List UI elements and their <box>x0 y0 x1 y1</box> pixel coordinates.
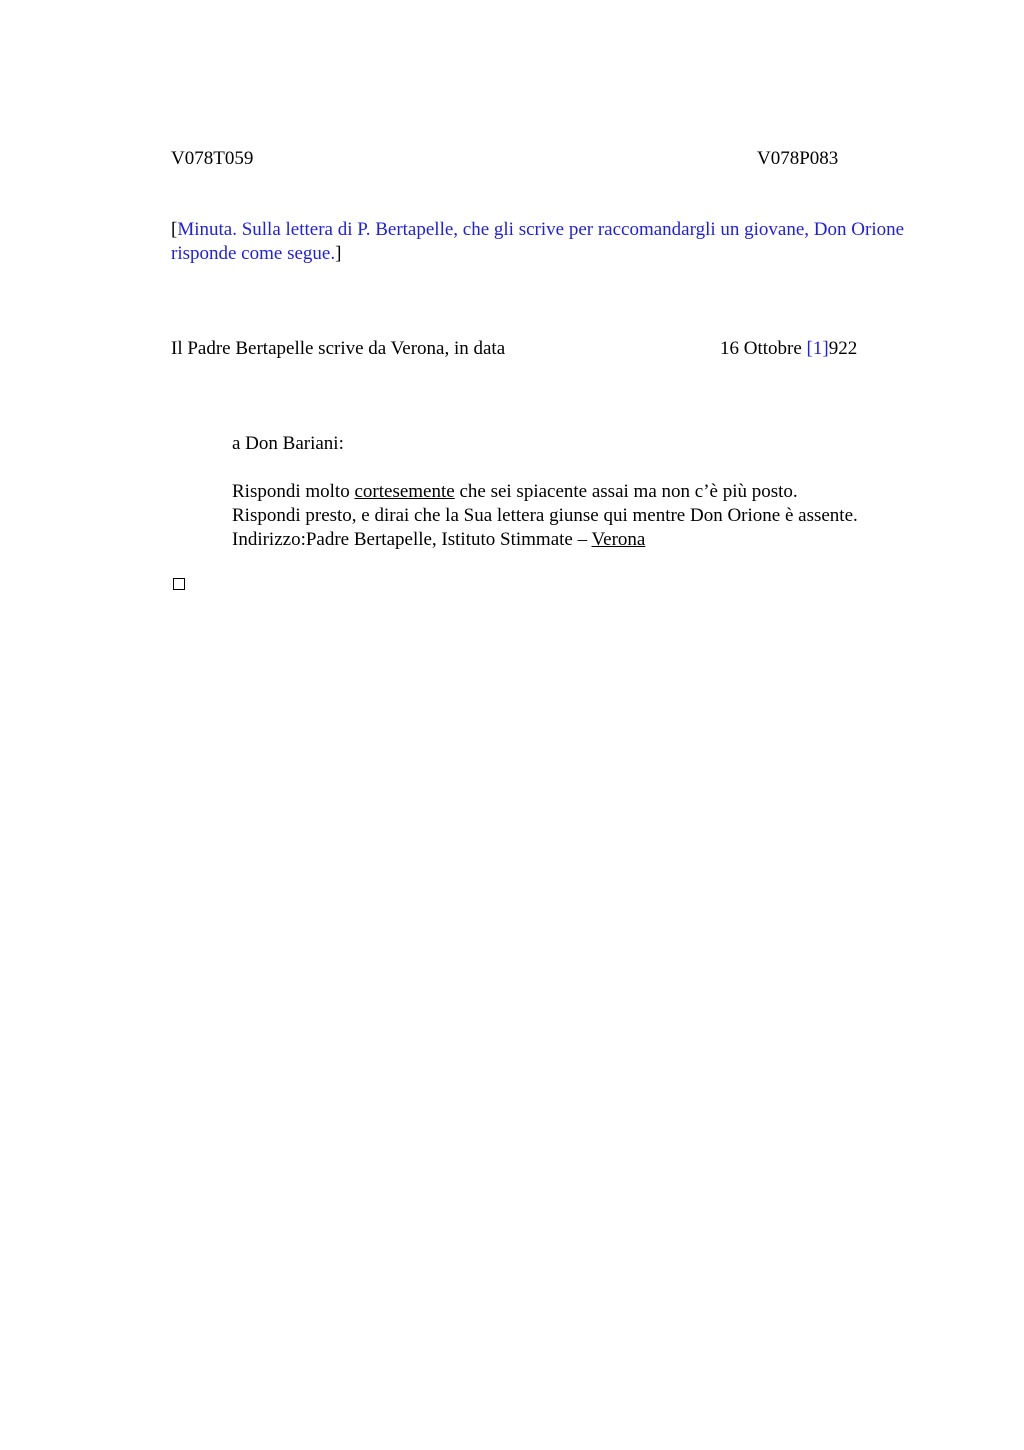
letter-line-3 <box>232 528 858 552</box>
line3-underlined-city: Verona <box>591 529 646 550</box>
editorial-note <box>171 218 931 266</box>
date-prefix: 16 Ottobre <box>720 338 807 359</box>
intro-line: Il Padre Bertapelle scrive da Verona, in data <box>171 338 506 359</box>
letter-line-1 <box>232 480 858 504</box>
note-open-bracket: [ <box>171 219 178 240</box>
line1-underlined-word: cortesemente <box>354 481 455 502</box>
letter-recipient: a Don Bariani: <box>232 433 344 454</box>
document-code-right: V078P083 <box>757 148 839 169</box>
letter-body <box>232 480 858 552</box>
line3-before: Indirizzo:Padre Bertapelle, Istituto Stimmate – <box>232 529 592 550</box>
date-suffix: 922 <box>828 338 858 359</box>
document-code-left: V078T059 <box>171 148 254 169</box>
note-close-bracket: ] <box>335 243 342 264</box>
line1-before: Rispondi molto <box>232 481 355 502</box>
end-marker-box-icon <box>173 578 185 590</box>
date-editorial-bracket: [1] <box>806 338 829 359</box>
letter-date <box>720 337 857 361</box>
letter-line-2: Rispondi presto, e dirai che la Sua lettera giunse qui mentre Don Orione è assente. <box>232 505 858 526</box>
note-text: Minuta. Sulla lettera di P. Bertapelle, che gli scrive per raccomandargli un giovane, Don Orione risponde come segue. <box>171 219 905 264</box>
line1-after: che sei spiacente assai ma non c’è più posto. <box>454 481 798 502</box>
